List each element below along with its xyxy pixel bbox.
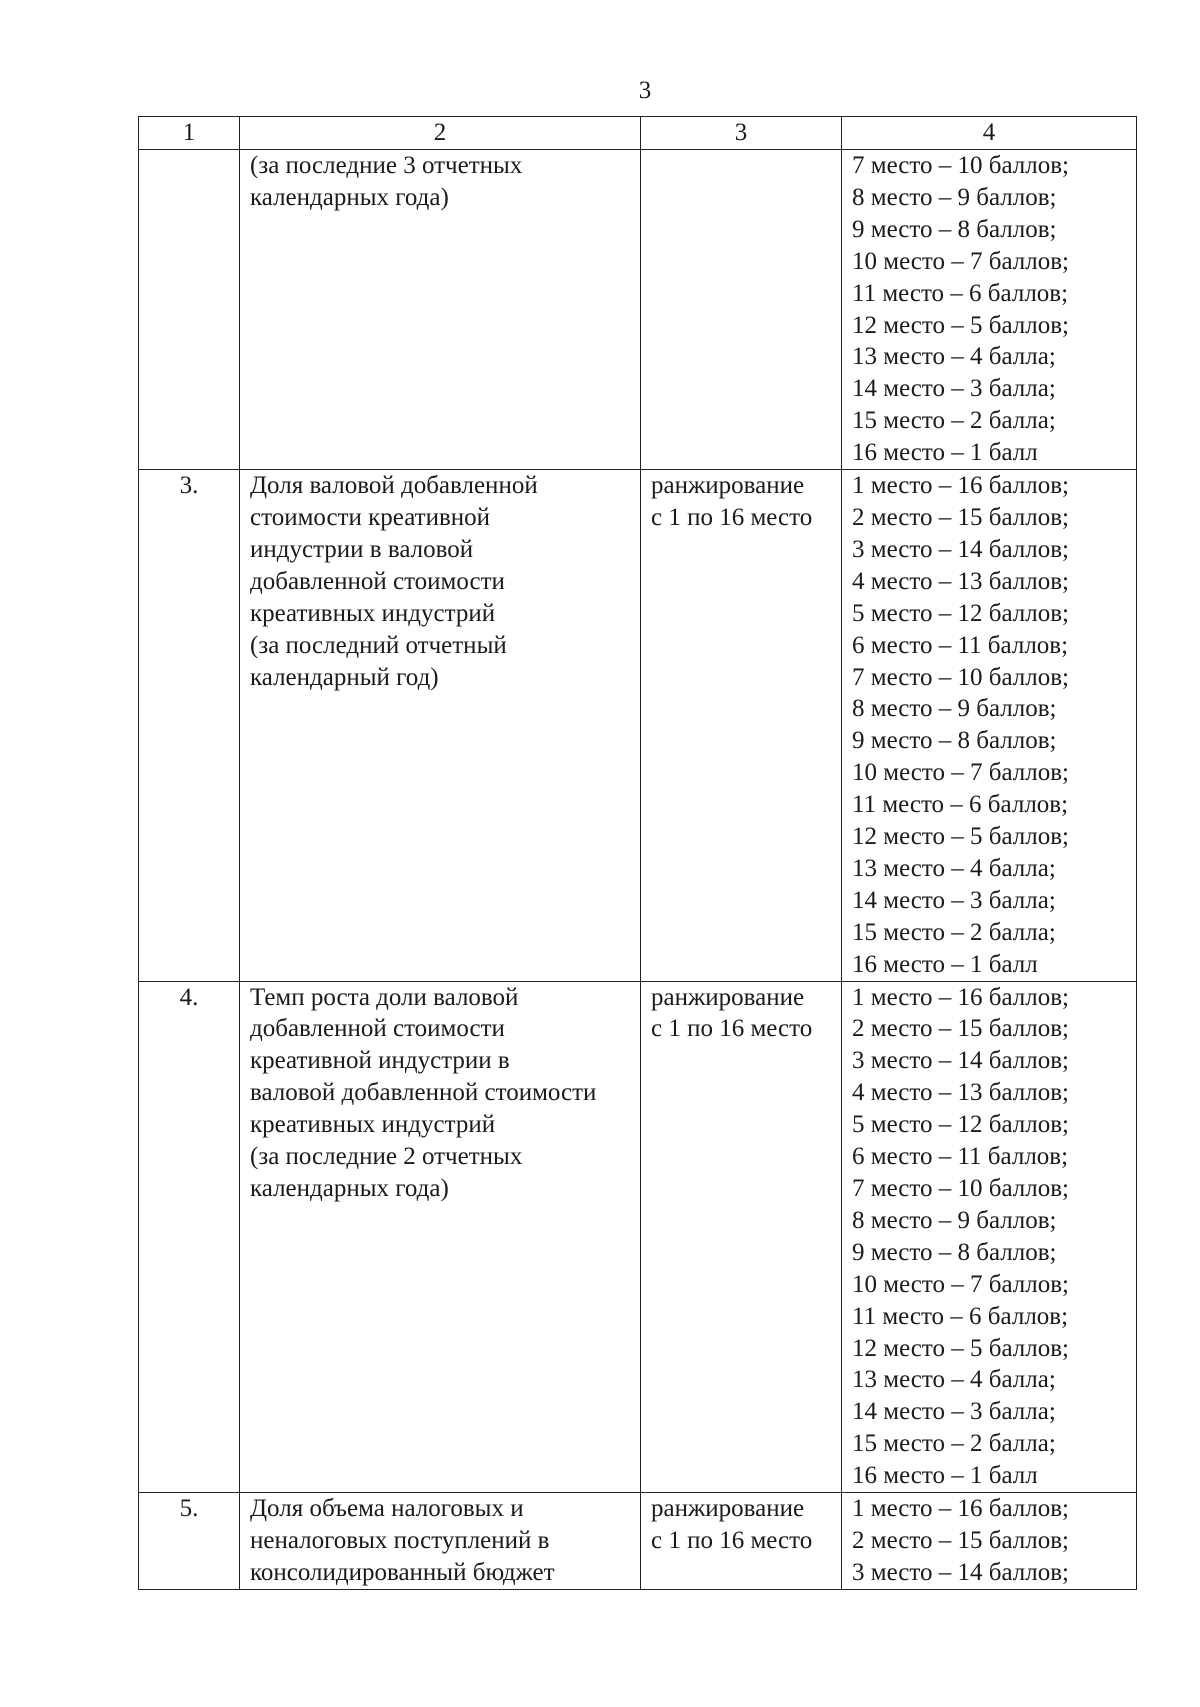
score-line: 13 место – 4 балла; (852, 1366, 1056, 1394)
indicator-line: добавленной стоимости (250, 1015, 505, 1043)
score-line: 11 место – 6 баллов; (852, 791, 1069, 819)
score-line: 6 место – 11 баллов; (852, 1143, 1069, 1171)
score-line: 9 место – 8 баллов; (852, 1238, 1057, 1266)
score-line: 2 место – 15 баллов; (852, 1526, 1069, 1554)
scores-cell (842, 150, 1137, 470)
indicator-line: календарный год) (250, 663, 439, 691)
indicator-cell (240, 1493, 641, 1590)
score-line: 15 место – 2 балла; (852, 1430, 1056, 1458)
indicator-line: креативных индустрий (250, 1111, 496, 1139)
table-row (139, 470, 1137, 982)
score-line: 1 место – 16 баллов; (852, 983, 1069, 1011)
row-number-cell (139, 150, 240, 470)
method-line: ранжирование (651, 1495, 805, 1523)
score-line: 16 место – 1 балл (852, 950, 1038, 978)
method-line: с 1 по 16 место (651, 1015, 813, 1043)
score-line: 7 место – 10 баллов; (852, 152, 1069, 179)
score-line: 8 место – 9 баллов; (852, 1206, 1057, 1234)
indicator-line: (за последние 2 отчетных (250, 1143, 523, 1171)
column-header: 3 (641, 117, 842, 150)
method-cell (641, 150, 842, 470)
method-line: ранжирование (651, 983, 805, 1011)
method-line: с 1 по 16 место (651, 503, 813, 531)
score-line: 10 место – 7 баллов; (852, 759, 1069, 787)
table-row (139, 1493, 1137, 1590)
score-line: 8 место – 9 баллов; (852, 183, 1057, 211)
score-line: 12 место – 5 баллов; (852, 311, 1069, 339)
row-number-cell: 5. (139, 1493, 240, 1590)
indicator-line: креативных индустрий (250, 599, 496, 627)
score-line: 10 место – 7 баллов; (852, 1270, 1069, 1298)
method-cell (641, 1493, 842, 1590)
score-line: 3 место – 14 баллов; (852, 1047, 1069, 1075)
indicator-line: стоимости креативной (250, 503, 491, 531)
score-line: 5 место – 12 баллов; (852, 1111, 1069, 1139)
score-line: 9 место – 8 баллов; (852, 215, 1057, 243)
indicator-line: неналоговых поступлений в (250, 1526, 550, 1554)
score-line: 2 место – 15 баллов; (852, 503, 1069, 531)
indicator-line: добавленной стоимости (250, 567, 505, 595)
score-line: 15 место – 2 балла; (852, 407, 1056, 435)
page-number: 3 (638, 77, 652, 104)
scores-cell (842, 470, 1137, 982)
score-line: 16 место – 1 балл (852, 439, 1038, 467)
indicator-line: (за последние 3 отчетных (250, 152, 523, 179)
method-line: с 1 по 16 место (651, 1526, 813, 1554)
method-cell (641, 470, 842, 982)
score-line: 7 место – 10 баллов; (852, 663, 1069, 691)
score-line: 3 место – 14 баллов; (852, 1558, 1069, 1586)
indicator-line: Доля объема налоговых и (250, 1495, 524, 1523)
score-line: 13 место – 4 балла; (852, 854, 1056, 882)
indicator-line: календарных года) (250, 183, 449, 211)
scores-cell (842, 981, 1137, 1493)
table-row (139, 150, 1137, 470)
score-line: 12 место – 5 баллов; (852, 1334, 1069, 1362)
score-line: 4 место – 13 баллов; (852, 1079, 1069, 1107)
indicator-cell (240, 150, 641, 470)
score-line: 13 место – 4 балла; (852, 343, 1056, 371)
score-line: 15 место – 2 балла; (852, 918, 1056, 946)
row-number-cell: 4. (139, 981, 240, 1493)
score-line: 7 место – 10 баллов; (852, 1175, 1069, 1202)
score-line: 3 место – 14 баллов; (852, 535, 1069, 563)
indicator-line: валовой добавленной стоимости (250, 1079, 597, 1107)
score-line: 8 место – 9 баллов; (852, 695, 1057, 723)
score-line: 12 место – 5 баллов; (852, 823, 1069, 851)
table-body (139, 150, 1137, 1590)
score-line: 14 место – 3 балла; (852, 375, 1056, 403)
table-header-row (139, 117, 1137, 150)
score-line: 5 место – 12 баллов; (852, 599, 1069, 627)
indicator-line: (за последний отчетный (250, 631, 507, 659)
method-cell (641, 981, 842, 1493)
indicator-cell (240, 470, 641, 982)
score-line: 9 место – 8 баллов; (852, 727, 1057, 755)
score-line: 14 место – 3 балла; (852, 1398, 1056, 1426)
indicator-line: индустрии в валовой (250, 535, 474, 563)
indicator-line: консолидированный бюджет (250, 1558, 555, 1586)
score-line: 1 место – 16 баллов; (852, 1495, 1069, 1523)
scores-cell (842, 1493, 1137, 1590)
score-line: 6 место – 11 баллов; (852, 631, 1069, 659)
row-number-cell: 3. (139, 470, 240, 982)
indicator-line: календарных года) (250, 1175, 449, 1202)
score-line: 11 место – 6 баллов; (852, 1302, 1069, 1330)
score-line: 2 место – 15 баллов; (852, 1015, 1069, 1043)
criteria-table (138, 116, 1137, 1590)
method-line: ранжирование (651, 472, 805, 500)
score-line: 1 место – 16 баллов; (852, 472, 1069, 500)
column-header: 2 (240, 117, 641, 150)
indicator-line: Темп роста доли валовой (250, 983, 519, 1011)
column-header: 4 (842, 117, 1137, 150)
indicator-line: креативной индустрии в (250, 1047, 510, 1075)
table-row (139, 981, 1137, 1493)
score-line: 16 место – 1 балл (852, 1462, 1038, 1490)
score-line: 10 место – 7 баллов; (852, 247, 1069, 275)
score-line: 11 место – 6 баллов; (852, 279, 1069, 307)
score-line: 4 место – 13 баллов; (852, 567, 1069, 595)
score-line: 14 место – 3 балла; (852, 886, 1056, 914)
indicator-line: Доля валовой добавленной (250, 472, 538, 500)
indicator-cell (240, 981, 641, 1493)
column-header: 1 (139, 117, 240, 150)
